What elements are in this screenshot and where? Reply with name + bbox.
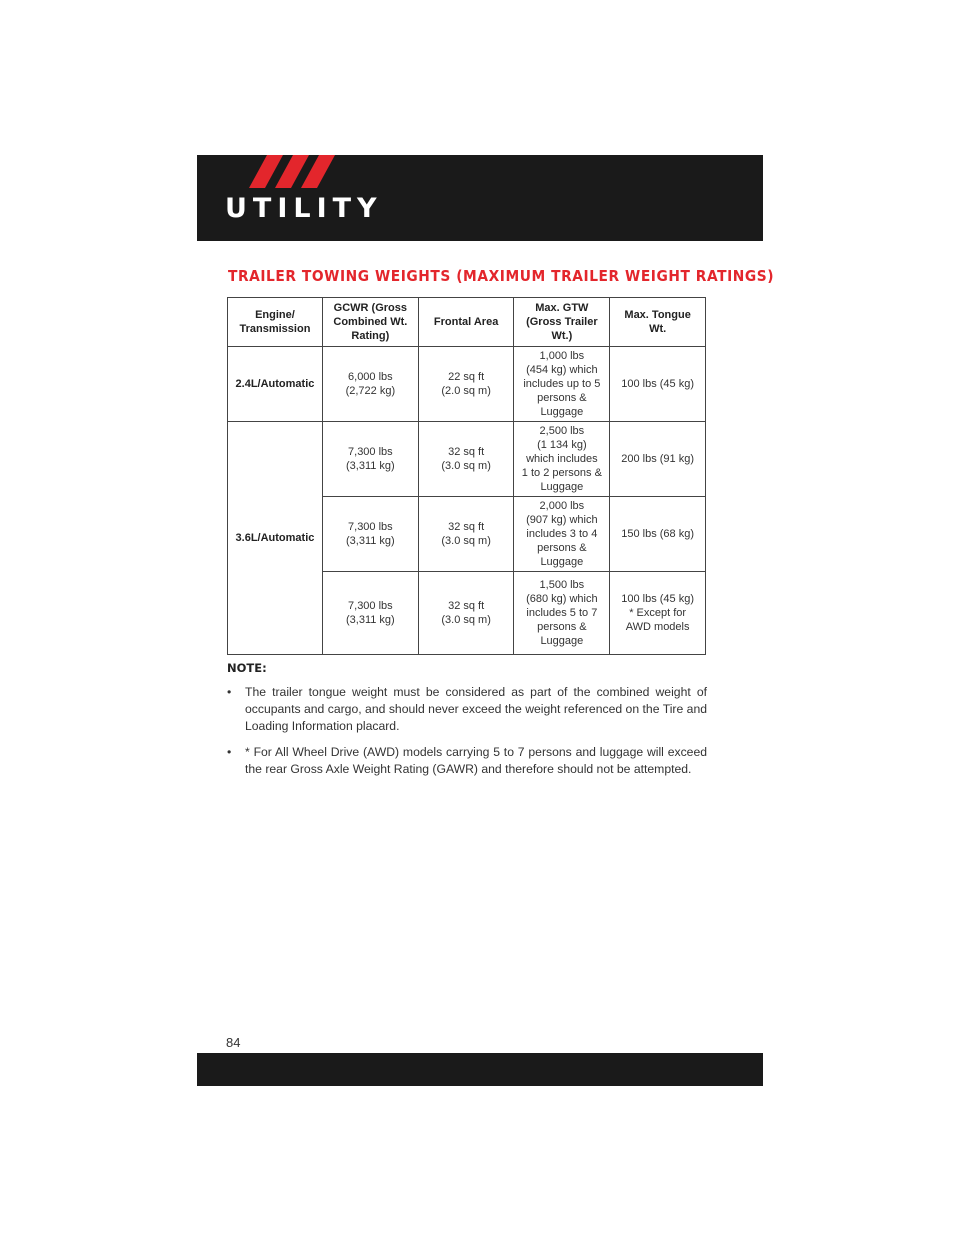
bullet: •	[227, 685, 232, 699]
frontal-area-cell: 32 sq ft (3.0 sq m)	[418, 572, 514, 655]
frontal-area-cell: 32 sq ft (3.0 sq m)	[418, 422, 514, 497]
gcwr-cell: 7,300 lbs (3,311 kg)	[322, 497, 418, 572]
page-number: 84	[226, 1035, 241, 1050]
tongue-cell: 100 lbs (45 kg)	[610, 347, 706, 422]
towing-weights-table	[227, 297, 706, 655]
page-heading: TRAILER TOWING WEIGHTS (MAXIMUM TRAILER WEIGHT RATINGS)	[228, 267, 775, 285]
tongue-cell: 200 lbs (91 kg)	[610, 422, 706, 497]
header-max-tongue: Max. Tongue Wt.	[610, 298, 706, 347]
notes-list	[227, 684, 707, 787]
note-label: NOTE:	[227, 661, 267, 675]
header-gcwr: GCWR (Gross Combined Wt. Rating)	[322, 298, 418, 347]
header-engine: Engine/ Transmission	[228, 298, 323, 347]
red-stripes-logo	[249, 155, 344, 188]
gcwr-cell: 6,000 lbs (2,722 kg)	[322, 347, 418, 422]
note-text: * For All Wheel Drive (AWD) models carrying 5 to 7 persons and luggage will exceed the rear Gross Axle Weight Rating (GAWR) and therefore should not be attempted.	[245, 745, 707, 776]
gtw-cell: 1,500 lbs (680 kg) which includes 5 to 7 persons & Luggage	[514, 572, 610, 655]
header-bar	[197, 155, 763, 241]
gcwr-cell: 7,300 lbs (3,311 kg)	[322, 422, 418, 497]
gtw-cell: 2,000 lbs (907 kg) which includes 3 to 4 persons & Luggage	[514, 497, 610, 572]
section-title: UTILITY	[225, 193, 383, 224]
header-frontal-area: Frontal Area	[418, 298, 514, 347]
tongue-cell: 100 lbs (45 kg) * Except for AWD models	[610, 572, 706, 655]
gtw-cell: 1,000 lbs (454 kg) which includes up to 5 persons & Luggage	[514, 347, 610, 422]
table-header-row	[228, 298, 706, 347]
list-item	[227, 744, 707, 778]
table-row	[228, 347, 706, 422]
engine-cell: 3.6L/Automatic	[228, 422, 323, 655]
bullet: •	[227, 745, 232, 759]
frontal-area-cell: 22 sq ft (2.0 sq m)	[418, 347, 514, 422]
gcwr-cell: 7,300 lbs (3,311 kg)	[322, 572, 418, 655]
tongue-cell: 150 lbs (68 kg)	[610, 497, 706, 572]
table-row	[228, 422, 706, 497]
footer-bar	[197, 1053, 763, 1086]
note-text: The trailer tongue weight must be considered as part of the combined weight of occupants and cargo, and should never exceed the weight referenced on the Tire and Loading Information placard.	[245, 685, 707, 733]
list-item	[227, 684, 707, 735]
frontal-area-cell: 32 sq ft (3.0 sq m)	[418, 497, 514, 572]
gtw-cell: 2,500 lbs (1 134 kg) which includes 1 to 2 persons & Luggage	[514, 422, 610, 497]
engine-cell: 2.4L/Automatic	[228, 347, 323, 422]
header-max-gtw: Max. GTW (Gross Trailer Wt.)	[514, 298, 610, 347]
